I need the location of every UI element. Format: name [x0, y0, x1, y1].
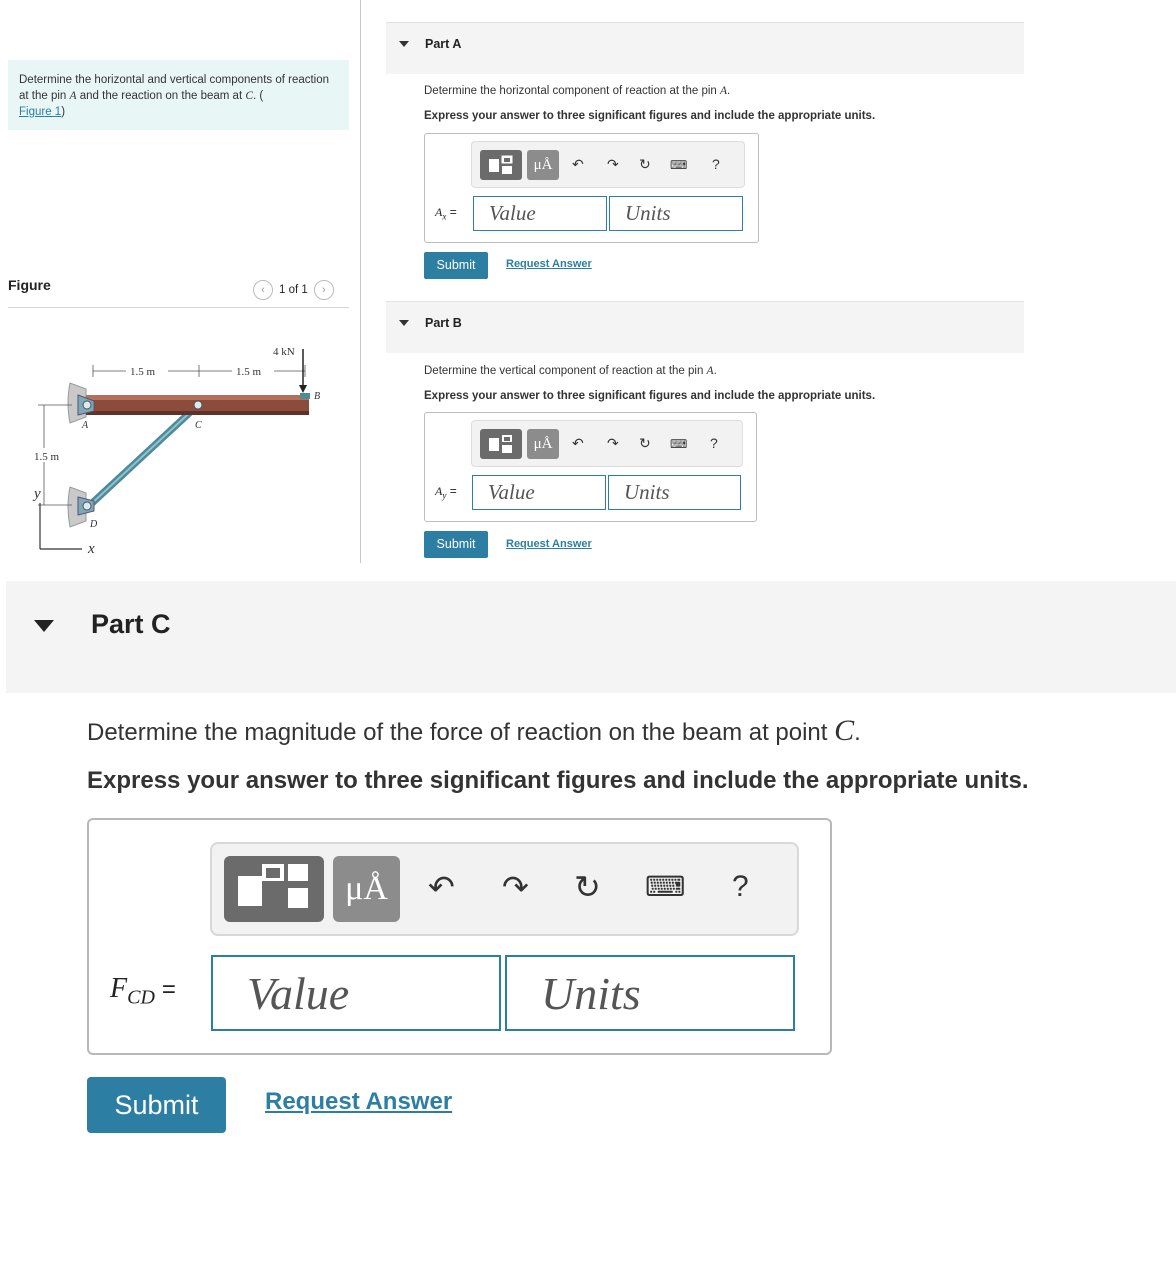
part-c-header[interactable]: Part C [6, 581, 1176, 693]
submit-button[interactable]: Submit [424, 531, 488, 558]
redo-icon[interactable]: ↷ [607, 435, 619, 451]
figure-pager [253, 280, 334, 300]
reset-icon[interactable]: ↻ [639, 435, 651, 451]
reset-icon[interactable]: ↻ [639, 156, 651, 172]
value-input[interactable]: Value [473, 196, 607, 231]
part-c-answer-box [87, 818, 832, 1055]
part-c-instruction: Express your answer to three significant figures and include the appropriate units. [87, 767, 1029, 794]
undo-icon[interactable]: ↶ [428, 869, 455, 905]
figure-title: Figure [8, 277, 51, 293]
units-icon[interactable]: μÅ [333, 856, 400, 922]
pager-label: 1 of 1 [279, 284, 308, 296]
templates-icon[interactable] [224, 856, 324, 922]
request-answer-link[interactable]: Request Answer [506, 538, 592, 550]
label-d: D [90, 519, 98, 530]
templates-icon[interactable] [480, 429, 522, 459]
label-b: B [314, 391, 321, 402]
keyboard-icon[interactable]: ⌨ [670, 437, 688, 451]
value-input[interactable]: Value [211, 955, 501, 1031]
reset-icon[interactable]: ↻ [574, 869, 601, 905]
help-icon[interactable]: ? [732, 870, 749, 903]
dim-label-2: 1.5 m [236, 366, 262, 378]
value-input[interactable]: Value [472, 475, 606, 510]
beam-figure [20, 335, 340, 567]
units-input[interactable]: Units [505, 955, 795, 1031]
math-toolbar [471, 420, 743, 467]
undo-icon[interactable]: ↶ [572, 156, 584, 172]
part-c-question: Determine the magnitude of the force of reaction on the beam at point C. [87, 714, 861, 747]
figure-divider [8, 307, 349, 308]
var-fcd: $F_{CD}$ = [110, 973, 176, 1009]
help-icon[interactable]: ? [710, 435, 718, 451]
problem-var-a: A [69, 90, 77, 102]
label-a: A [82, 420, 89, 431]
undo-icon[interactable]: ↶ [572, 435, 584, 451]
keyboard-icon[interactable]: ⌨ [670, 158, 688, 172]
collapse-triangle-icon[interactable] [34, 620, 54, 632]
problem-var-c: C [245, 90, 254, 102]
help-icon[interactable]: ? [712, 156, 720, 172]
axis-y-label: y [34, 486, 41, 502]
part-a-question: Determine the horizontal component of reaction at the pin A. [424, 85, 731, 97]
math-toolbar [210, 842, 799, 936]
pin-a [83, 401, 91, 409]
units-input[interactable]: Units [609, 196, 743, 231]
units-input[interactable]: Units [608, 475, 741, 510]
label-c: C [195, 420, 202, 431]
collapse-triangle-icon[interactable] [399, 320, 409, 326]
load-label: 4 kN [273, 346, 295, 358]
part-a-answer-box [424, 133, 759, 243]
redo-icon[interactable]: ↷ [502, 869, 529, 905]
figure-link[interactable]: Figure 1 [19, 106, 62, 118]
part-b-header[interactable]: Part B [386, 301, 1024, 353]
math-toolbar [471, 141, 745, 188]
next-figure-button[interactable]: › [314, 280, 334, 300]
redo-icon[interactable]: ↷ [607, 156, 619, 172]
part-b-answer-box [424, 412, 757, 522]
request-answer-link[interactable]: Request Answer [265, 1088, 453, 1115]
submit-button[interactable]: Submit [424, 252, 488, 279]
column-divider [360, 0, 361, 563]
problem-statement: Determine the horizontal and vertical components of reaction at the pin A and the reaction on the beam at C. ( Figure 1) [8, 60, 349, 130]
part-a-instruction: Express your answer to three significant figures and include the appropriate units. [424, 110, 876, 122]
pin-c [194, 401, 202, 409]
part-a-header[interactable]: Part A [386, 22, 1024, 74]
request-answer-link[interactable]: Request Answer [506, 258, 592, 270]
part-b-instruction: Express your answer to three significant figures and include the appropriate units. [424, 390, 876, 402]
dim-label-vertical: 1.5 m [34, 451, 60, 463]
axis-x-label: x [88, 541, 95, 557]
units-icon[interactable]: μÅ [527, 429, 559, 459]
templates-icon[interactable] [480, 150, 522, 180]
dim-label-1: 1.5 m [130, 366, 156, 378]
prev-figure-button[interactable]: ‹ [253, 280, 273, 300]
keyboard-icon[interactable]: ⌨ [645, 871, 686, 902]
submit-button[interactable]: Submit [87, 1077, 226, 1133]
var-ax: $A_x$ = [435, 205, 457, 222]
pin-d [83, 502, 91, 510]
part-b-question: Determine the vertical component of reaction at the pin A. [424, 365, 717, 377]
units-icon[interactable]: μÅ [527, 150, 559, 180]
collapse-triangle-icon[interactable] [399, 41, 409, 47]
var-ay: $A_y$ = [435, 484, 457, 501]
